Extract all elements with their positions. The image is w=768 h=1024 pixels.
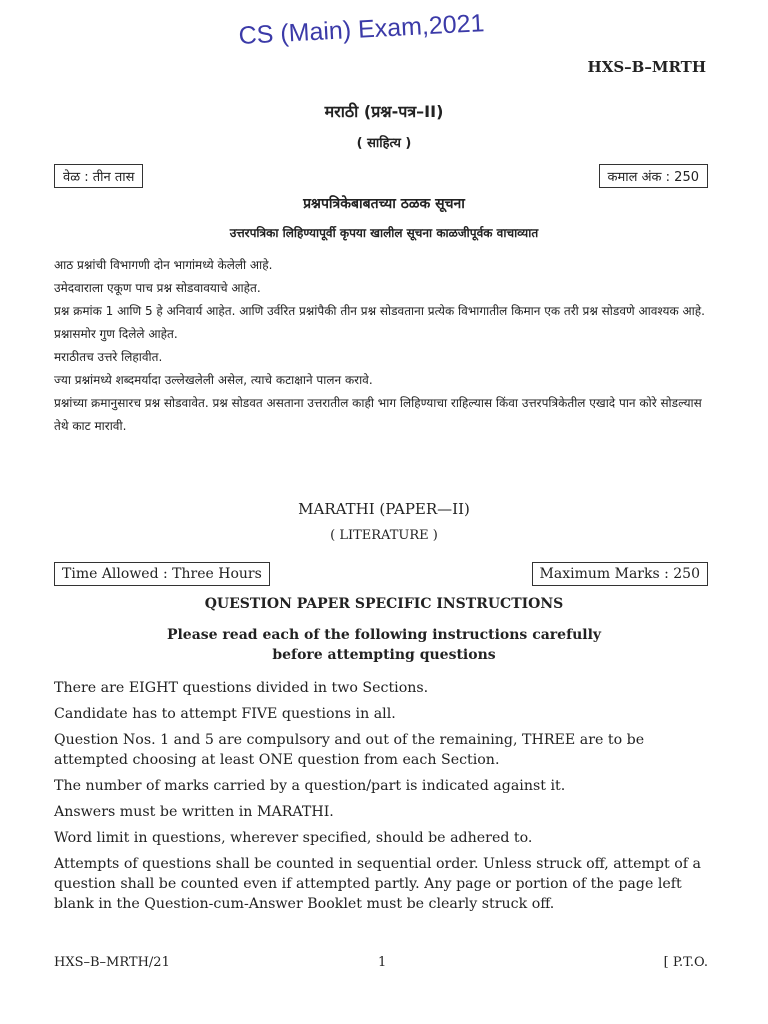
english-instruction: Word limit in questions, wherever specified, should be adhered to.: [54, 830, 533, 846]
english-instruction: There are EIGHT questions divided in two Sections.: [54, 680, 429, 696]
marathi-title: मराठी (प्रश्न-पत्र–II): [324, 102, 444, 121]
marathi-instruction: प्रश्नांच्या क्रमानुसारच प्रश्न सोडवावेत. प्रश्न सोडवत असताना उत्तरातील काही भाग लिहिण्याचा राहिल्यास किंवा उत्तरपत्रिकेतील एखादे पान कोरे सोडल्यास तेथे काट मारावी.: [54, 396, 702, 433]
english-marks-box: Maximum Marks : 250: [532, 562, 708, 586]
marathi-heading: प्रश्नपत्रिकेबाबतच्या ठळक सूचना: [303, 196, 465, 212]
english-instruction: Candidate has to attempt FIVE questions in all.: [54, 706, 396, 722]
marathi-instruction: उमेदवाराला एकूण पाच प्रश्न सोडवावयाचे आहेत.: [54, 281, 261, 295]
marathi-instruction: प्रश्नासमोर गुण दिलेले आहेत.: [54, 327, 178, 341]
english-heading: QUESTION PAPER SPECIFIC INSTRUCTIONS: [204, 596, 564, 612]
marathi-marks-box: कमाल अंक : 250: [599, 164, 708, 188]
marathi-instruction: प्रश्न क्रमांक 1 आणि 5 हे अनिवार्य आहेत. आणि उर्वरित प्रश्नांपैकी तीन प्रश्न सोडवताना प्रत्येक विभागातील किमान एक तरी प्रश्न सोडवणे आवश्यक आहे.: [54, 304, 705, 318]
english-time-box: Time Allowed : Three Hours: [54, 562, 270, 586]
pto-label: [ P.T.O.: [663, 955, 708, 970]
marathi-instructions: [54, 254, 710, 438]
footer-code: HXS–B–MRTH/21: [54, 955, 170, 970]
english-instruction: Question Nos. 1 and 5 are compulsory and out of the remaining, THREE are to be attempted choosing at least ONE question from each Section.: [54, 732, 645, 768]
english-instructions: [54, 678, 710, 920]
english-instruction: Attempts of questions shall be counted in sequential order. Unless struck off, attempt of a question shall be counted even if attempted partly. Any page or portion of the page left blank in the Question-cum-Answer Booklet must be clearly struck off.: [54, 856, 701, 912]
marathi-time-box: वेळ : तीन तास: [54, 164, 143, 188]
page-number: 1: [378, 955, 387, 970]
marathi-instruction: मराठीतच उत्तरे लिहावीत.: [54, 350, 163, 364]
english-instruction: The number of marks carried by a question/part is indicated against it.: [54, 778, 566, 794]
english-instruction: Answers must be written in MARATHI.: [54, 804, 334, 820]
exam-stamp: CS (Main) Exam,2021: [238, 9, 486, 50]
marathi-instruction: आठ प्रश्नांची विभागणी दोन भागांमध्ये केलेली आहे.: [54, 258, 273, 272]
english-subtitle: ( LITERATURE ): [330, 528, 438, 543]
marathi-subheading: उत्तरपत्रिका लिहिण्यापूर्वी कृपया खालील सूचना काळजीपूर्वक वाचाव्यात: [229, 226, 539, 240]
paper-code: HXS–B–MRTH: [587, 58, 706, 76]
marathi-subtitle: ( साहित्य ): [356, 136, 412, 151]
marathi-instruction: ज्या प्रश्नांमध्ये शब्दमर्यादा उल्लेखलेली असेल, त्याचे कटाक्षाने पालन करावे.: [54, 373, 373, 387]
english-title: MARATHI (PAPER—II): [298, 500, 470, 518]
english-subheading-2: before attempting questions: [272, 647, 496, 663]
english-subheading-1: Please read each of the following instructions carefully: [166, 627, 602, 643]
